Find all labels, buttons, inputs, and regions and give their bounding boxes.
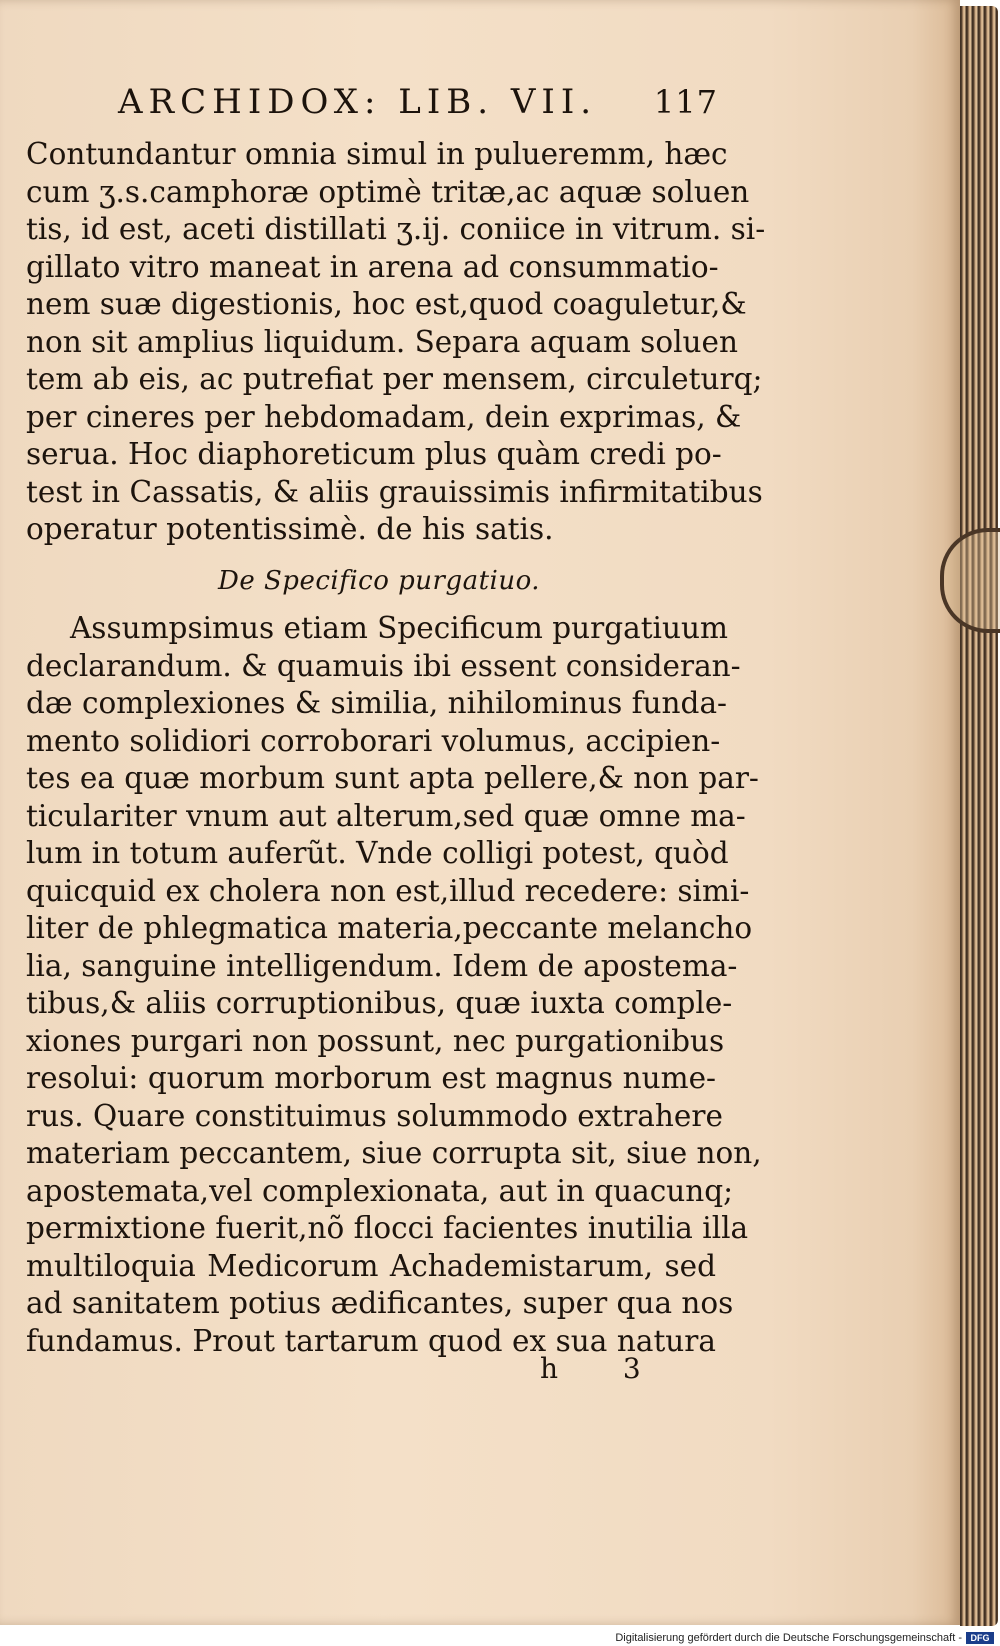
- text-line: liter de phlegmatica materia,peccante melancho: [26, 911, 753, 945]
- text-line: apostemata,vel complexionata, aut in quacunq;: [26, 1173, 734, 1208]
- text-line: ad sanitatem potius ædificantes, super qua nos: [26, 1286, 734, 1320]
- dfg-logo: DFG: [966, 1632, 994, 1644]
- text-line: lia, sanguine intelligendum. Idem de apostema-: [26, 948, 738, 983]
- text-line: nem suæ digestionis, hoc est,quod coaguletur,&: [26, 287, 747, 321]
- text-line: test in Cassatis, & aliis grauissimis infirmitatibus: [26, 474, 763, 509]
- text-line: gillato vitro maneat in arena ad consummatio-: [26, 249, 719, 284]
- text-line: Contundantur omnia simul in pulueremm, hæc: [26, 137, 728, 171]
- page-stack-edge: [960, 6, 998, 1626]
- text-line: tem ab eis, ac putrefiat per mensem, circuleturq;: [26, 362, 763, 396]
- paragraph-2: [26, 610, 762, 1360]
- text-line: tis, id est, aceti distillati ʒ.ij. coniice in vitrum. si-: [26, 212, 766, 246]
- text-line: resolui: quorum morborum est magnus nume-: [26, 1061, 716, 1095]
- digitization-credit: Digitalisierung gefördert durch die Deutsche Forschungsgemeinschaft -: [615, 1632, 962, 1644]
- text-line: declarandum. & quamuis ibi essent consideran-: [26, 648, 741, 683]
- text-line: tibus,& aliis corruptionibus, quæ iuxta comple-: [26, 986, 733, 1020]
- running-title: ARCHIDOX: LIB. VII.: [118, 82, 598, 122]
- text-line: tes ea quæ morbum sunt apta pellere,& non par-: [26, 761, 759, 795]
- text-line: Assumpsimus etiam Specificum purgatiuum: [70, 611, 728, 645]
- text-line: operatur potentissimè. de his satis.: [26, 512, 554, 546]
- text-line: fundamus. Prout tartarum quod ex sua natura: [26, 1323, 716, 1358]
- section-heading: De Specifico purgatiuo.: [218, 566, 541, 596]
- text-line: lum in totum auferũt. Vnde colligi potest, quòd: [26, 836, 729, 870]
- signature-mark: h 3: [540, 1352, 669, 1385]
- text-line: xiones purgari non possunt, nec purgationibus: [26, 1023, 725, 1058]
- text-line: multiloquia Medicorum Achademistarum, sed: [26, 1248, 716, 1283]
- text-line: permixtione fuerit,nõ flocci facientes inutilia illa: [26, 1211, 749, 1245]
- text-line: serua. Hoc diaphoreticum plus quàm credi po-: [26, 437, 722, 471]
- text-line: non sit amplius liquidum. Separa aquam soluen: [26, 324, 738, 359]
- text-line: quicquid ex cholera non est,illud recedere: simi-: [26, 873, 750, 908]
- folio-number: 117: [653, 83, 718, 121]
- text-line: per cineres per hebdomadam, dein exprimas, &: [26, 399, 742, 434]
- paragraph-1: [26, 136, 766, 549]
- text-line: ticulariter vnum aut alterum,sed quæ omne ma-: [26, 798, 746, 833]
- text-line: dæ complexiones & similia, nihilominus funda-: [26, 686, 727, 720]
- text-line: mento solidiori corroborari volumus, accipien-: [26, 723, 721, 758]
- text-line: cum ʒ.s.camphoræ optimè tritæ,ac aquæ soluen: [26, 174, 750, 209]
- running-head: [118, 82, 718, 122]
- text-line: rus. Quare constituimus solummodo extrahere: [26, 1098, 723, 1133]
- text-line: materiam peccantem, siue corrupta sit, siue non,: [26, 1136, 762, 1170]
